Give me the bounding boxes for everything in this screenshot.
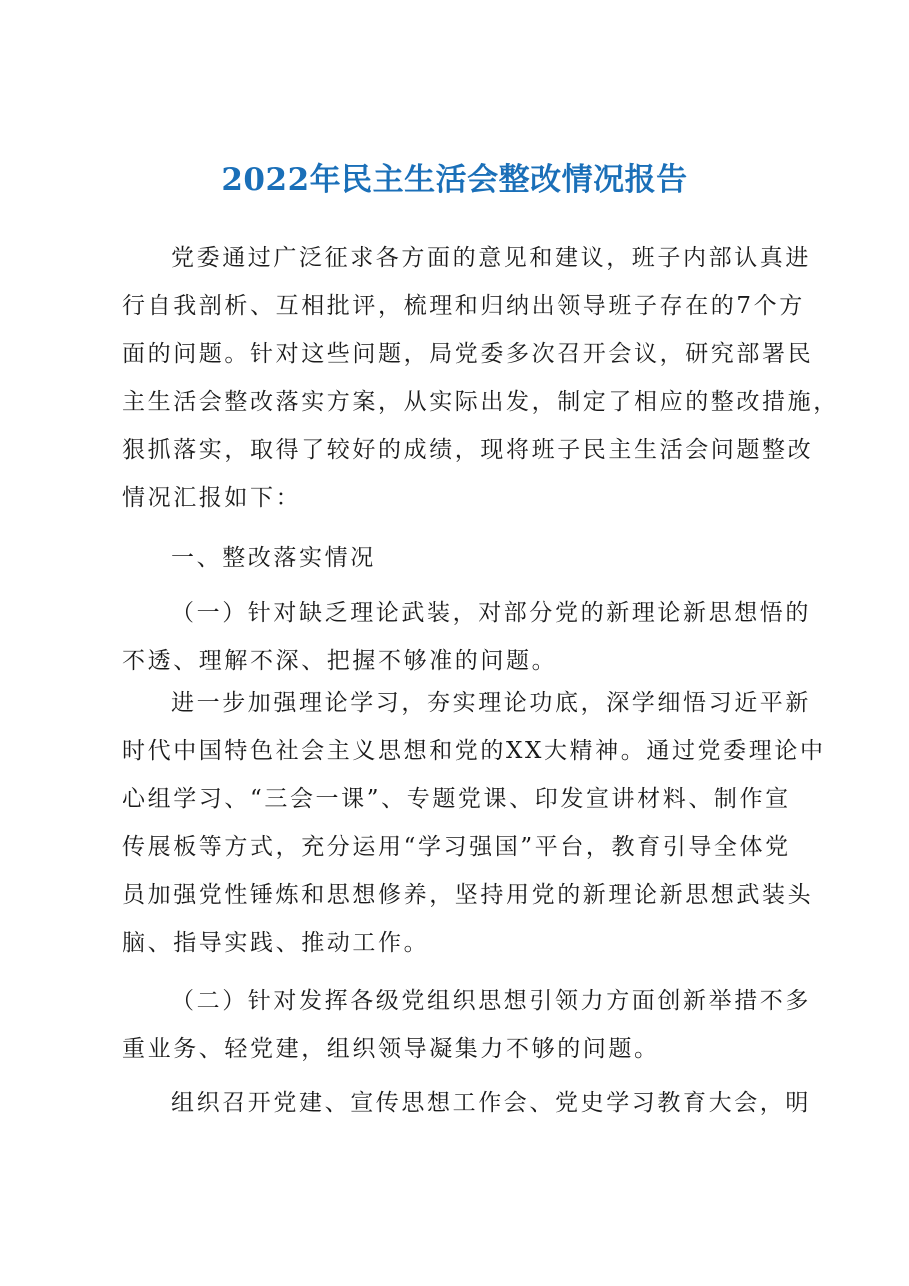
paragraph-line: 员加强党性锤炼和思想修养，坚持用党的新理论新思想武装头	[122, 882, 814, 908]
paragraph-line: 行自我剖析、互相批评，梳理和归纳出领导班子存在的7个方	[122, 293, 805, 319]
paragraph-line: 脑、指导实践、推动工作。	[122, 930, 430, 956]
paragraph-line: 情况汇报如下：	[122, 485, 302, 511]
paragraph-line: 时代中国特色社会主义思想和党的XX大精神。通过党委理论中	[122, 738, 826, 764]
document-title: 2022年民主生活会整改情况报告	[221, 162, 688, 198]
paragraph-line: 党委通过广泛征求各方面的意见和建议，班子内部认真进	[171, 245, 811, 271]
paragraph-line: 心组学习、“三会一课”、专题党课、印发宣讲材料、制作宣	[122, 786, 791, 812]
paragraph-line: 主生活会整改落实方案，从实际出发，制定了相应的整改措施，	[122, 389, 839, 415]
paragraph-line: 重业务、轻党建，组织领导凝集力不够的问题。	[122, 1036, 660, 1062]
paragraph-line: 传展板等方式，充分运用“学习强国”平台，教育引导全体党	[122, 834, 791, 860]
paragraph-line: 不透、理解不深、把握不够准的问题。	[122, 648, 558, 674]
paragraph-line: 面的问题。针对这些问题，局党委多次召开会议，研究部署民	[122, 341, 814, 367]
paragraph-line: 组织召开党建、宣传思想工作会、党史学习教育大会，明	[171, 1090, 811, 1116]
subsection-heading: （一）针对缺乏理论武装，对部分党的新理论新思想悟的	[171, 600, 811, 626]
paragraph-line: 狠抓落实，取得了较好的成绩，现将班子民主生活会问题整改	[122, 437, 814, 463]
section-heading: 一、整改落实情况	[171, 545, 376, 571]
paragraph-line: 进一步加强理论学习，夯实理论功底，深学细悟习近平新	[171, 690, 811, 716]
subsection-heading: （二）针对发挥各级党组织思想引领力方面创新举措不多	[171, 988, 811, 1014]
